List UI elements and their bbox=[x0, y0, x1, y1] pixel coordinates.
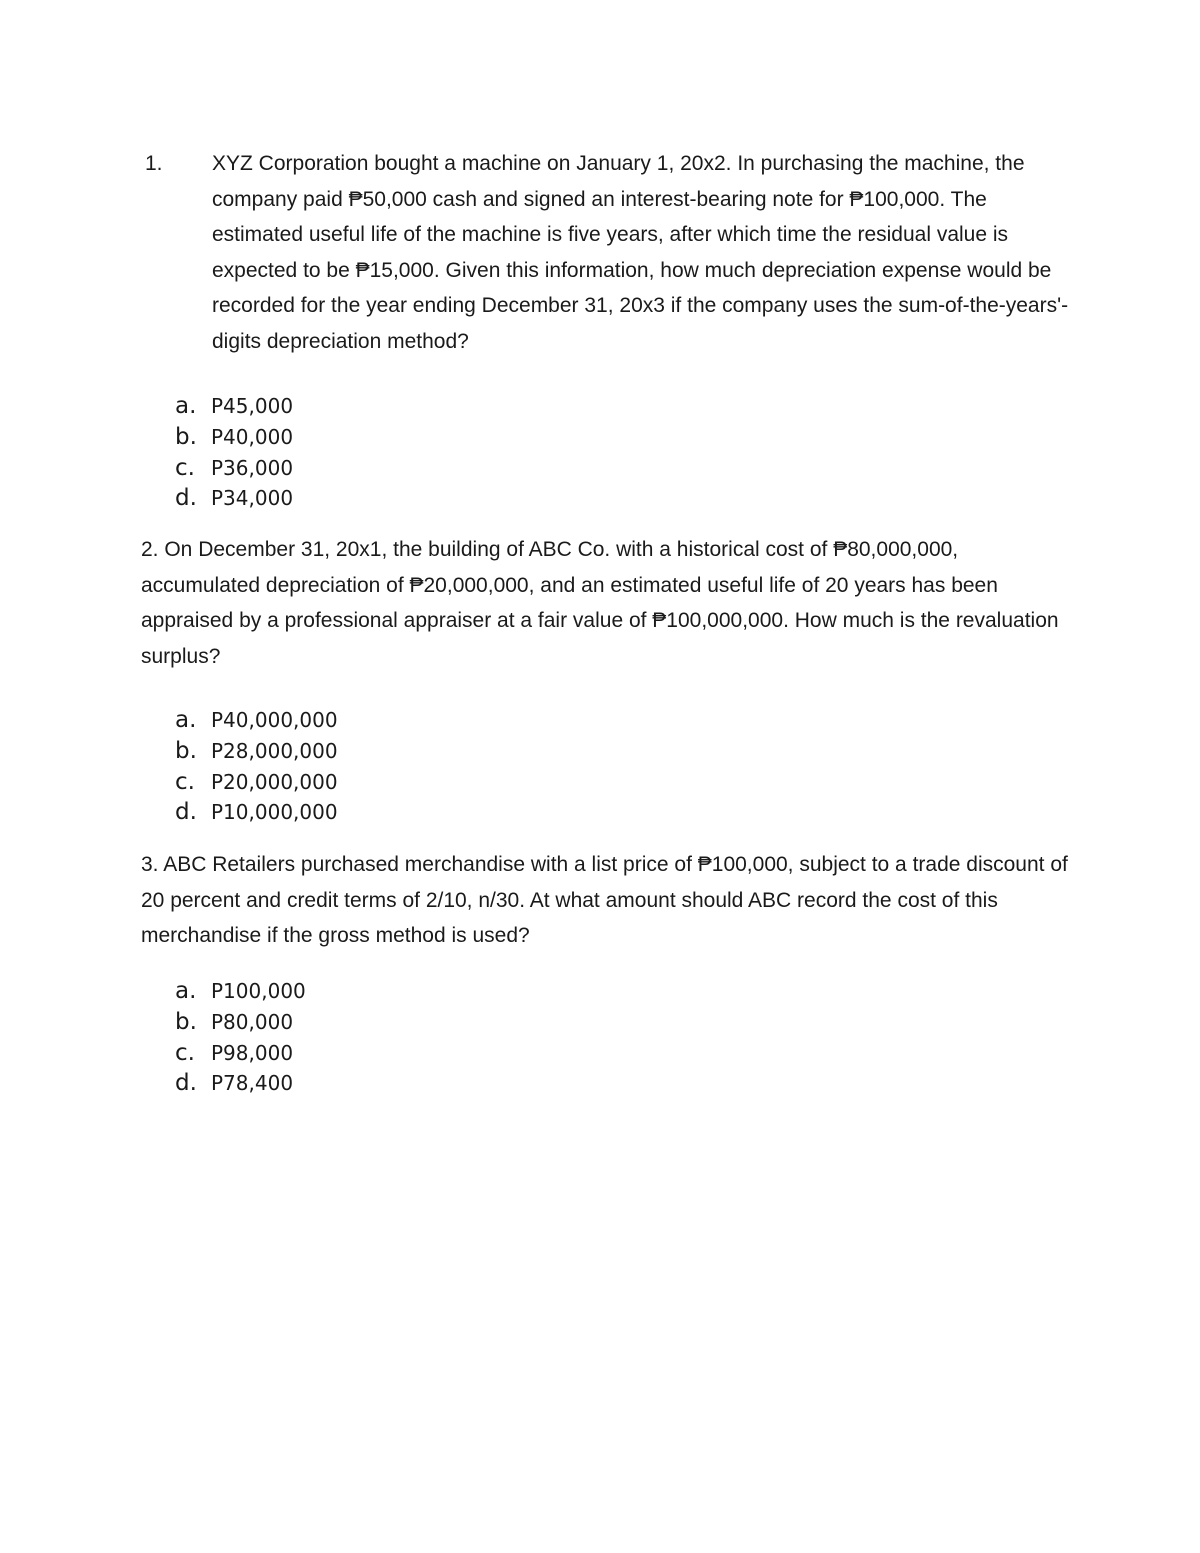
option-value: P40,000,000 bbox=[211, 708, 338, 732]
option-letter: d. bbox=[175, 1070, 197, 1097]
option-c bbox=[175, 453, 293, 484]
option-b bbox=[175, 422, 293, 453]
option-value: P10,000,000 bbox=[211, 800, 338, 825]
option-letter: c. bbox=[175, 454, 195, 481]
option-value: P80,000 bbox=[211, 1009, 294, 1034]
option-value: P45,000 bbox=[211, 394, 294, 418]
option-value: P28,000,000 bbox=[211, 738, 338, 763]
option-value: P40,000 bbox=[211, 424, 294, 449]
answer-options bbox=[175, 391, 293, 514]
question-1 bbox=[145, 146, 1075, 359]
option-b bbox=[175, 736, 338, 767]
option-d bbox=[175, 483, 293, 514]
option-letter: c. bbox=[175, 1039, 195, 1066]
option-d bbox=[175, 1068, 306, 1099]
option-value: P20,000,000 bbox=[211, 769, 338, 794]
answer-options bbox=[175, 976, 306, 1099]
option-letter: d. bbox=[175, 799, 197, 826]
option-value: P98,000 bbox=[211, 1040, 294, 1065]
option-letter: a. bbox=[175, 393, 197, 419]
option-letter: d. bbox=[175, 485, 197, 512]
option-value: P36,000 bbox=[211, 455, 294, 480]
option-value: P100,000 bbox=[211, 979, 306, 1003]
option-d bbox=[175, 797, 338, 828]
option-a bbox=[175, 705, 338, 736]
option-a bbox=[175, 391, 293, 422]
answer-options bbox=[175, 705, 338, 828]
option-letter: a. bbox=[175, 978, 197, 1004]
question-text: XYZ Corporation bought a machine on January 1, 20x2. In purchasing the machine, the company paid ₱50,000 cash and signed an interest-bearing note for ₱100,000. The estimated useful life of the machine is five years, after which time the residual value is expected to be ₱15,000. Given this information, how much depreciation expense would be recorded for the year ending December 31, 20x3 if the company uses the sum-of-the-years'-digits depreciation method? bbox=[212, 152, 1069, 353]
question-3-text: 3. ABC Retailers purchased merchandise with a list price of ₱100,000, subject to a trade discount of 20 percent and credit terms of 2/10, n/30. At what amount should ABC record the cost of this merchandise if the gross method is used? bbox=[141, 853, 1068, 947]
option-c bbox=[175, 767, 338, 798]
option-letter: b. bbox=[175, 1008, 197, 1035]
question-number: 1. bbox=[145, 152, 163, 175]
option-a bbox=[175, 976, 306, 1007]
option-value: P34,000 bbox=[211, 486, 294, 511]
option-letter: b. bbox=[175, 423, 197, 450]
question-2-text: 2. On December 31, 20x1, the building of ABC Co. with a historical cost of ₱80,000,000, accumulated depreciation of ₱20,000,000, and an estimated useful life of 20 years has been appraised by a professional appraiser at a fair value of ₱100,000,000. How much is the revaluation surplus? bbox=[141, 538, 1059, 668]
option-letter: c. bbox=[175, 768, 195, 795]
option-c bbox=[175, 1038, 306, 1069]
option-letter: b. bbox=[175, 737, 197, 764]
option-value: P78,400 bbox=[211, 1071, 294, 1096]
option-b bbox=[175, 1007, 306, 1038]
option-letter: a. bbox=[175, 707, 197, 733]
